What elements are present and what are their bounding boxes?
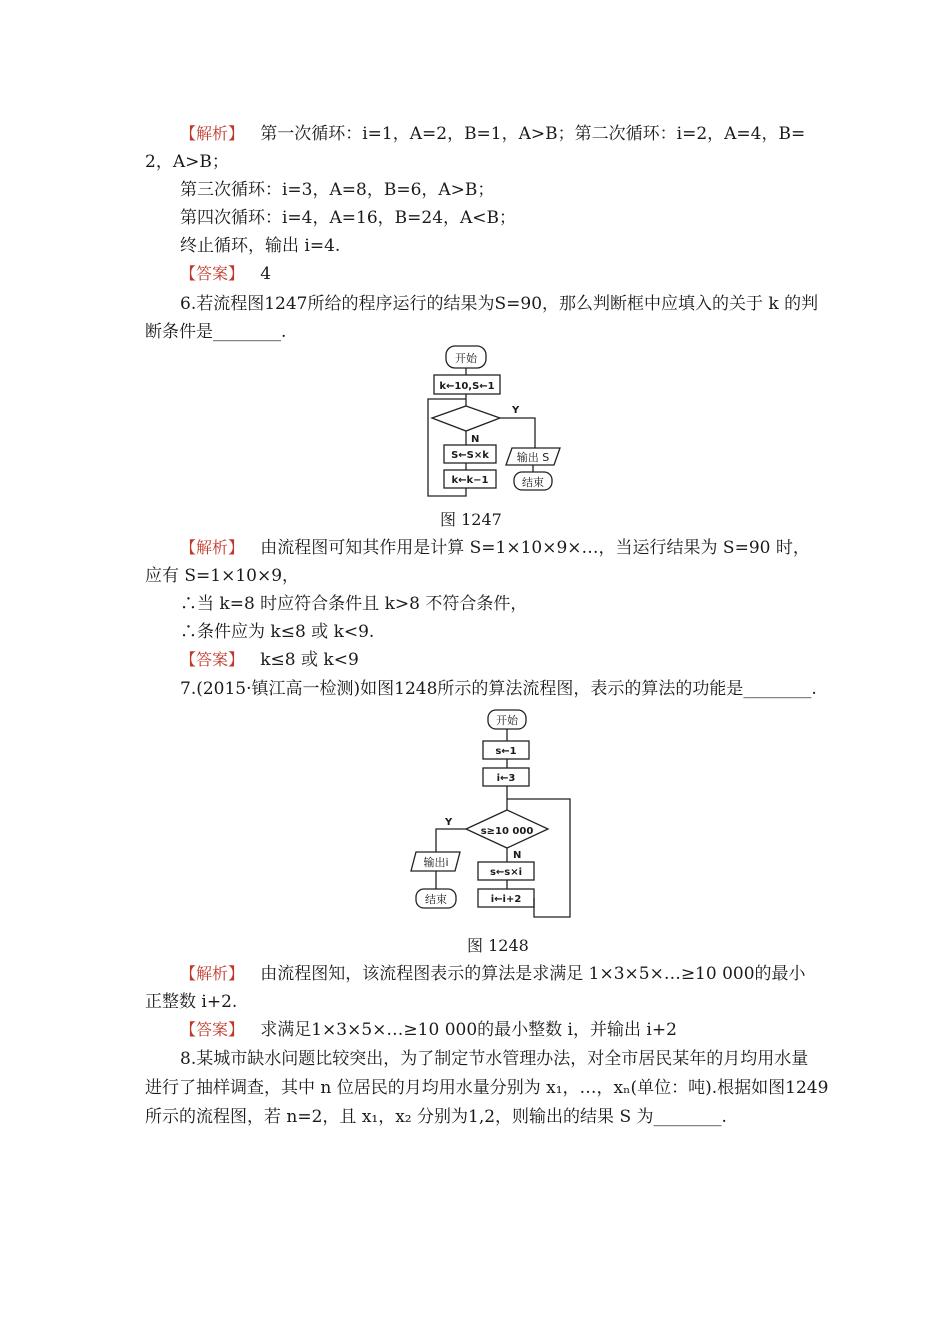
fc2-i-init-label: i←3 — [496, 773, 516, 784]
fc1-init-label: k←10,S←1 — [439, 381, 495, 392]
fc2-assign2-label: i←i+2 — [490, 894, 522, 905]
fc2-cond-label: s≥10 000 — [480, 826, 534, 837]
fc1-start-label: 开始 — [455, 352, 477, 365]
fc1-end-label: 结束 — [522, 476, 544, 489]
q7-analysis-line-1 — [180, 962, 806, 986]
fc2-end-label: 结束 — [425, 893, 447, 906]
q8-stem-line-3: 所示的流程图，若 n=2，且 x₁，x₂ 分别为1,2，则输出的结果 S 为________. — [145, 1107, 727, 1127]
q6-analysis-line-3: ∴当 k=8 时应符合条件且 k>8 不符合条件， — [180, 594, 528, 614]
q5-answer: 4 — [260, 264, 272, 284]
fc1-yes-label: Y — [512, 405, 520, 416]
fc1-assign2-label: k←k−1 — [451, 475, 489, 486]
q5-analysis-line-5: 终止循环，输出 i=4. — [180, 236, 341, 256]
q5-analysis-line-3: 第三次循环：i=3，A=8，B=6，A>B； — [180, 180, 495, 200]
fc2-assign1-label: s←s×i — [489, 867, 523, 878]
q8-stem-line-2: 进行了抽样调查，其中 n 位居民的月均用水量分别为 x₁，…，xₙ(单位：吨).根据如图1249 — [145, 1078, 829, 1098]
fc2-yes-label: Y — [445, 817, 453, 828]
analysis-tag: 【解析】 — [180, 538, 245, 557]
answer-tag: 【答案】 — [180, 264, 245, 283]
q6-stem-line-1: 6.若流程图1247所给的程序运行的结果为S=90，那么判断框中应填入的关于 k 的判 — [180, 294, 819, 314]
fc2-no-label: N — [513, 850, 522, 861]
q6-analysis-line-4: ∴条件应为 k≤8 或 k<9. — [180, 622, 375, 642]
q6-stem-line-2: 断条件是________. — [145, 322, 287, 342]
analysis-tag: 【解析】 — [180, 964, 245, 983]
q8-stem-line-1: 8.某城市缺水问题比较突出，为了制定节水管理办法，对全市居民某年的月均用水量 — [180, 1049, 809, 1069]
q6-analysis-line-2: 应有 S=1×10×9， — [145, 566, 300, 586]
fig-1247-caption: 图 1247 — [440, 510, 502, 529]
fc1-assign1-label: S←S×k — [451, 450, 489, 461]
fc2-s-init-label: s←1 — [495, 746, 517, 757]
fc2-start-label: 开始 — [496, 714, 518, 727]
q6-answer: k≤8 或 k<9 — [260, 650, 359, 670]
answer-tag: 【答案】 — [180, 650, 245, 669]
answer-tag: 【答案】 — [180, 1020, 245, 1039]
q7-analysis-line-2: 正整数 i+2. — [145, 992, 238, 1012]
q7-answer: 求满足1×3×5×…≥10 000的最小整数 i，并输出 i+2 — [260, 1020, 677, 1040]
q5-analysis-text-1: 第一次循环：i=1，A=2，B=1，A>B；第二次循环：i=2，A=4，B= — [260, 124, 806, 144]
fc2-output-label: 输出i — [423, 856, 449, 869]
analysis-tag: 【解析】 — [180, 124, 245, 143]
q5-analysis-line-2: 2，A>B； — [145, 152, 229, 172]
q7-analysis-text-1: 由流程图知，该流程图表示的算法是求满足 1×3×5×…≥10 000的最小 — [260, 964, 806, 984]
q7-stem: 7.(2015·镇江高一检测)如图1248所示的算法流程图，表示的算法的功能是________. — [180, 679, 817, 699]
q7-answer-line — [180, 1018, 677, 1042]
q6-analysis-text-1: 由流程图可知其作用是计算 S=1×10×9×…，当运行结果为 S=90 时， — [260, 538, 810, 558]
fig-1248-caption: 图 1248 — [467, 936, 529, 955]
q5-analysis-line-4: 第四次循环：i=4，A=16，B=24，A<B； — [180, 208, 517, 228]
fc1-no-label: N — [471, 434, 480, 445]
fc1-output-label: 输出 S — [516, 451, 550, 464]
